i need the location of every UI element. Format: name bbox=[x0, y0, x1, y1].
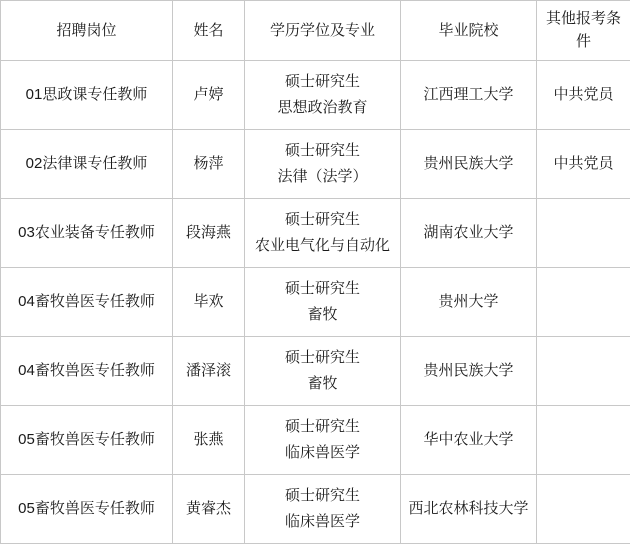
table-row bbox=[1, 405, 630, 474]
cell-other-requirements bbox=[537, 198, 630, 267]
cell-school: 贵州民族大学 bbox=[401, 336, 537, 405]
cell-degree-major bbox=[245, 267, 401, 336]
cell-other-requirements bbox=[537, 336, 630, 405]
table-row bbox=[1, 129, 630, 198]
cell-major: 临床兽医学 bbox=[247, 441, 398, 464]
cell-major: 畜牧 bbox=[247, 372, 398, 395]
cell-name: 张燕 bbox=[173, 405, 245, 474]
cell-degree: 硕士研究生 bbox=[247, 70, 398, 93]
cell-position: 02法律课专任教师 bbox=[1, 129, 173, 198]
column-header-name: 姓名 bbox=[173, 1, 245, 61]
cell-school: 西北农林科技大学 bbox=[401, 474, 537, 543]
table-row bbox=[1, 336, 630, 405]
column-header-school: 毕业院校 bbox=[401, 1, 537, 61]
cell-school: 湖南农业大学 bbox=[401, 198, 537, 267]
cell-position: 05畜牧兽医专任教师 bbox=[1, 474, 173, 543]
table-row bbox=[1, 60, 630, 129]
cell-school: 华中农业大学 bbox=[401, 405, 537, 474]
cell-position: 04畜牧兽医专任教师 bbox=[1, 336, 173, 405]
cell-degree-major bbox=[245, 474, 401, 543]
cell-degree-major bbox=[245, 336, 401, 405]
cell-name: 段海燕 bbox=[173, 198, 245, 267]
table-row bbox=[1, 198, 630, 267]
column-header-other-requirements: 其他报考条件 bbox=[537, 1, 630, 61]
cell-other-requirements bbox=[537, 474, 630, 543]
cell-degree: 硕士研究生 bbox=[247, 277, 398, 300]
cell-position: 05畜牧兽医专任教师 bbox=[1, 405, 173, 474]
cell-degree-major bbox=[245, 405, 401, 474]
table-header-row bbox=[1, 1, 630, 61]
cell-other-requirements bbox=[537, 267, 630, 336]
cell-major: 畜牧 bbox=[247, 303, 398, 326]
column-header-degree-major: 学历学位及专业 bbox=[245, 1, 401, 61]
cell-major: 临床兽医学 bbox=[247, 510, 398, 533]
cell-name: 潘泽滚 bbox=[173, 336, 245, 405]
cell-position: 04畜牧兽医专任教师 bbox=[1, 267, 173, 336]
cell-degree-major bbox=[245, 129, 401, 198]
cell-major: 法律（法学） bbox=[247, 165, 398, 188]
table-row bbox=[1, 267, 630, 336]
cell-major: 农业电气化与自动化 bbox=[247, 234, 398, 257]
cell-position: 01思政课专任教师 bbox=[1, 60, 173, 129]
cell-school: 江西理工大学 bbox=[401, 60, 537, 129]
cell-school: 贵州民族大学 bbox=[401, 129, 537, 198]
cell-other-requirements: 中共党员 bbox=[537, 60, 630, 129]
cell-major: 思想政治教育 bbox=[247, 96, 398, 119]
cell-position: 03农业装备专任教师 bbox=[1, 198, 173, 267]
column-header-position: 招聘岗位 bbox=[1, 1, 173, 61]
cell-degree: 硕士研究生 bbox=[247, 139, 398, 162]
table-row bbox=[1, 474, 630, 543]
cell-name: 杨萍 bbox=[173, 129, 245, 198]
cell-degree-major bbox=[245, 60, 401, 129]
cell-degree: 硕士研究生 bbox=[247, 346, 398, 369]
cell-other-requirements: 中共党员 bbox=[537, 129, 630, 198]
cell-name: 黄睿杰 bbox=[173, 474, 245, 543]
table-header bbox=[1, 1, 630, 61]
cell-degree: 硕士研究生 bbox=[247, 208, 398, 231]
cell-name: 毕欢 bbox=[173, 267, 245, 336]
table-body bbox=[1, 60, 630, 543]
cell-degree-major bbox=[245, 198, 401, 267]
cell-school: 贵州大学 bbox=[401, 267, 537, 336]
cell-degree: 硕士研究生 bbox=[247, 415, 398, 438]
cell-name: 卢婷 bbox=[173, 60, 245, 129]
cell-other-requirements bbox=[537, 405, 630, 474]
cell-degree: 硕士研究生 bbox=[247, 484, 398, 507]
